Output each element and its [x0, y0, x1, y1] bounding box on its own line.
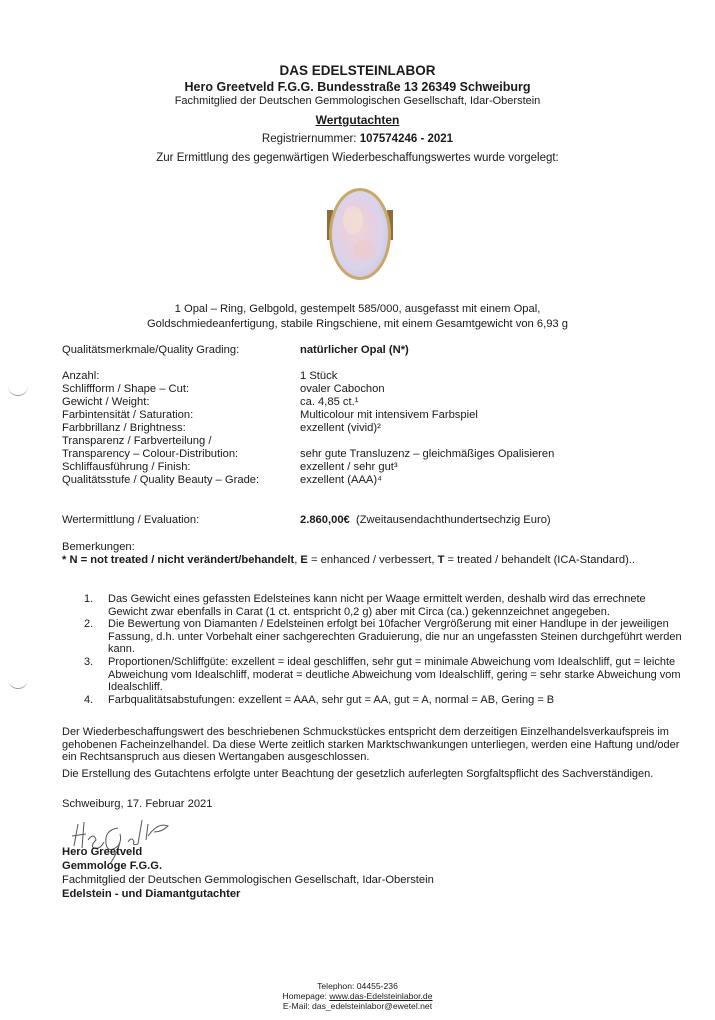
remarks-title: Bemerkungen:	[62, 541, 135, 553]
grading-value: exzellent / sehr gut³	[300, 461, 398, 473]
intro-text: Zur Ermittlung des gegenwärtigen Wiederbeschaffungswertes wurde vorgelegt:	[156, 152, 559, 164]
opal-ring-image	[325, 180, 395, 292]
grading-value: ovaler Cabochon	[300, 383, 385, 395]
document-title: Wertgutachten	[315, 113, 400, 127]
signer-name: Hero Greetveld	[62, 846, 143, 858]
grading-title-value: natürlicher Opal (N*)	[300, 344, 409, 356]
grading-label: Qualitätsstufe / Quality Beauty – Grade:	[62, 474, 260, 486]
registration-number: 107574246 - 2021	[359, 133, 454, 145]
lab-address: Hero Greetveld F.G.G. Bundesstraße 13 26349 Schweiburg	[184, 80, 531, 94]
footer-phone: Telephon: 04455-236	[317, 981, 398, 991]
grading-label: Transparenz / Farbverteilung /	[62, 435, 212, 447]
diligence-paragraph: Die Erstellung des Gutachtens erfolgte unter Beachtung der gesetzlich auferlegten Sorgfaltspflicht des Sachverständigen.	[62, 768, 654, 780]
footnote-item: 2. Die Bewertung von Diamanten / Edelsteinen erfolgt bei 10facher Vergrößerung mit einer Handlupe in der jeweiligen Fassung, d.h. unter Vorbehalt einer sachgerechten Graduierung, die nur an ungefassten Steinen durchgeführt werden kann.	[84, 618, 682, 656]
disclaimer-paragraph: Der Wiederbeschaffungswert des beschriebenen Schmuckstückes entspricht dem derzeitigen Einzelhandelsverkaufspreis im gehobenen Facheinzelhandel. Da diese Werte zeitlich starken Marktschwankungen unterliegen, werden eine Haftung und/oder ein Rechtsanspruch aus diesen Wertangaben ausgeschlossen.	[62, 726, 680, 764]
grading-label: Schliffform / Shape – Cut:	[62, 383, 190, 395]
grading-label: Schliffausführung / Finish:	[62, 461, 191, 473]
evaluation-value	[300, 514, 551, 527]
signer-membership: Fachmitglied der Deutschen Gemmologischen Gesellschaft, Idar-Oberstein	[62, 874, 434, 886]
item-description-line2: Goldschmiedeanfertigung, stabile Ringschiene, mit einem Gesamtgewicht von 6,93 g	[146, 318, 568, 330]
remarks-text: * N = not treated / nicht verändert/behandelt, E = enhanced / verbessert, T = treated / behandelt (ICA-Standard)..	[62, 554, 636, 566]
footer-homepage: Homepage: www.das-Edelsteinlabor.de	[282, 991, 433, 1001]
registration-label: Registriernummer:	[261, 133, 360, 145]
footnotes-list	[84, 593, 684, 706]
grading-label: Transparency – Colour-Distribution:	[62, 448, 239, 460]
grading-value: Multicolour mit intensivem Farbspiel	[300, 409, 478, 421]
grading-value: sehr gute Transluzenz – gleichmäßiges Opalisieren	[300, 448, 555, 460]
grading-title-label: Qualitätsmerkmale/Quality Grading:	[62, 344, 240, 356]
lab-name: DAS EDELSTEINLABOR	[279, 63, 436, 78]
registration-line	[0, 133, 715, 145]
punch-hole-mark	[8, 383, 28, 396]
signer-title: Gemmologe F.G.G.	[62, 860, 163, 872]
grading-label: Farbbrillanz / Brightness:	[62, 422, 186, 434]
grading-label: Anzahl:	[62, 370, 100, 382]
grading-value: exzellent (vivid)²	[300, 422, 381, 434]
homepage-link[interactable]: www.das-Edelsteinlabor.de	[329, 991, 433, 1001]
punch-hole-mark	[8, 676, 28, 689]
grading-label: Gewicht / Weight:	[62, 396, 150, 408]
item-description-line1: 1 Opal – Ring, Gelbgold, gestempelt 585/000, ausgefasst mit einem Opal,	[174, 303, 541, 315]
footer-email[interactable]: E-Mail: das_edelsteinlabor@ewetel.net	[282, 1001, 433, 1011]
grading-label: Farbintensität / Saturation:	[62, 409, 194, 421]
footnote-item: 1. Das Gewicht eines gefassten Edelsteines kann nicht per Waage ermittelt werden, deshalb wird das errechnete Gewicht zwar ebenfalls in Carat (1 ct. entspricht 0,2 g) aber mit Circa (ca.) gekennzeichnet angegeben.	[84, 593, 646, 618]
footnote-item: 3. Proportionen/Schliffgüte: exzellent = ideal geschliffen, sehr gut = minimale Abweichung vom Idealschliff, gut = leichte Abweichung vom Idealschliff, moderat = deutliche Abweichung vom Idealschliff, gering = sehr starke Abweichung vom Idealschliff.	[84, 655, 681, 694]
evaluation-amount-words: (Zweitausendachthundertsechzig Euro)	[356, 514, 551, 526]
place-date: Schweiburg, 17. Februar 2021	[62, 798, 213, 810]
evaluation-label: Wertermittlung / Evaluation:	[62, 514, 200, 526]
grading-value: ca. 4,85 ct.¹	[300, 396, 359, 408]
evaluation-amount: 2.860,00€	[300, 514, 350, 526]
signer-role: Edelstein - und Diamantgutachter	[62, 888, 241, 900]
footnote-item: 4. Farbqualitätsabstufungen: exzellent = AAA, sehr gut = AA, gut = A, normal = AB, Gering = B	[84, 693, 555, 706]
lab-membership: Fachmitglied der Deutschen Gemmologischen Gesellschaft, Idar-Oberstein	[174, 95, 541, 107]
grading-value: exzellent (AAA)⁴	[300, 474, 382, 486]
grading-value: 1 Stück	[300, 370, 338, 382]
